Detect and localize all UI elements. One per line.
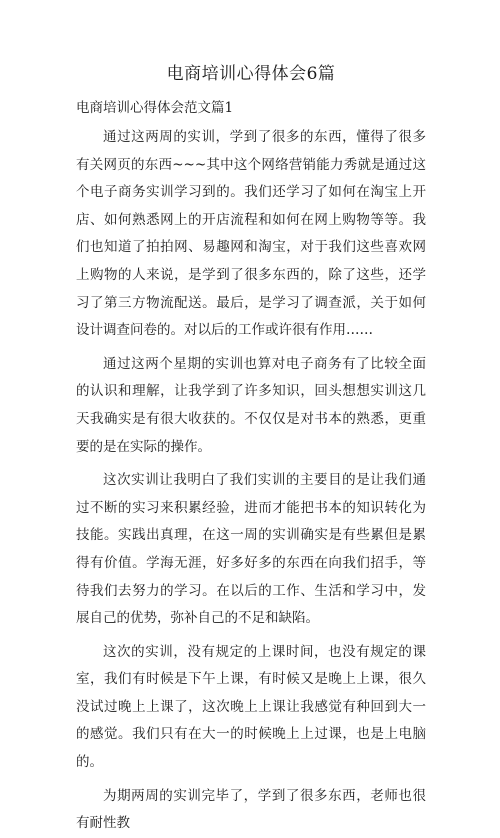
document-subtitle: 电商培训心得体会范文篇1 bbox=[76, 100, 234, 116]
paragraph: 这次实训让我明白了我们实训的主要目的是让我们通过不断的实习来积累经验，进而才能把书本的知识转化为技能。实践出真理，在这一周的实训确实是有些累但是累得有价值。学海无涯，好多好多的东西在向我们招手，等待我们去努力的学习。在以后的工作、生活和学习中，发展自己的优势，弥补自己的不足和缺陷。 bbox=[76, 472, 426, 627]
paragraph: 通过这两周的实训，学到了很多的东西，懂得了很多有关网页的东西~~~其中这个网络营销能力秀就是通过这个电子商务实训学习到的。我们还学习了如何在淘宝上开店、如何熟悉网上的开店流程和如何在网上购物等等。我们也知道了拍拍网、易趣网和淘宝，对于我们这些喜欢网上购物的人来说，是学到了很多东西的，除了这些，还学习了第三方物流配送。最后，是学习了调查派，关于如何设计调查问卷的。对以后的工作或许很有作用…… bbox=[76, 129, 426, 339]
document-body bbox=[76, 124, 426, 838]
paragraph: 这次的实训，没有规定的上课时间，也没有规定的课室，我们有时候是下午上课，有时候又是晚上上课，很久没试过晚上上课了，这次晚上上课让我感觉有种回到大一的感觉。我们只有在大一的时候晚上上过课，也是上电脑的。 bbox=[76, 643, 426, 771]
paragraph: 通过这两个星期的实训也算对电子商务有了比较全面的认识和理解，让我学到了许多知识，回头想想实训这几天我确实是有很大收获的。不仅仅是对书本的熟悉，更重要的是在实际的操作。 bbox=[76, 355, 426, 455]
document-title: 电商培训心得体会6篇 bbox=[166, 64, 336, 84]
paragraph: 为期两周的实训完毕了，学到了很多东西，老师也很有耐性教 bbox=[76, 787, 426, 832]
